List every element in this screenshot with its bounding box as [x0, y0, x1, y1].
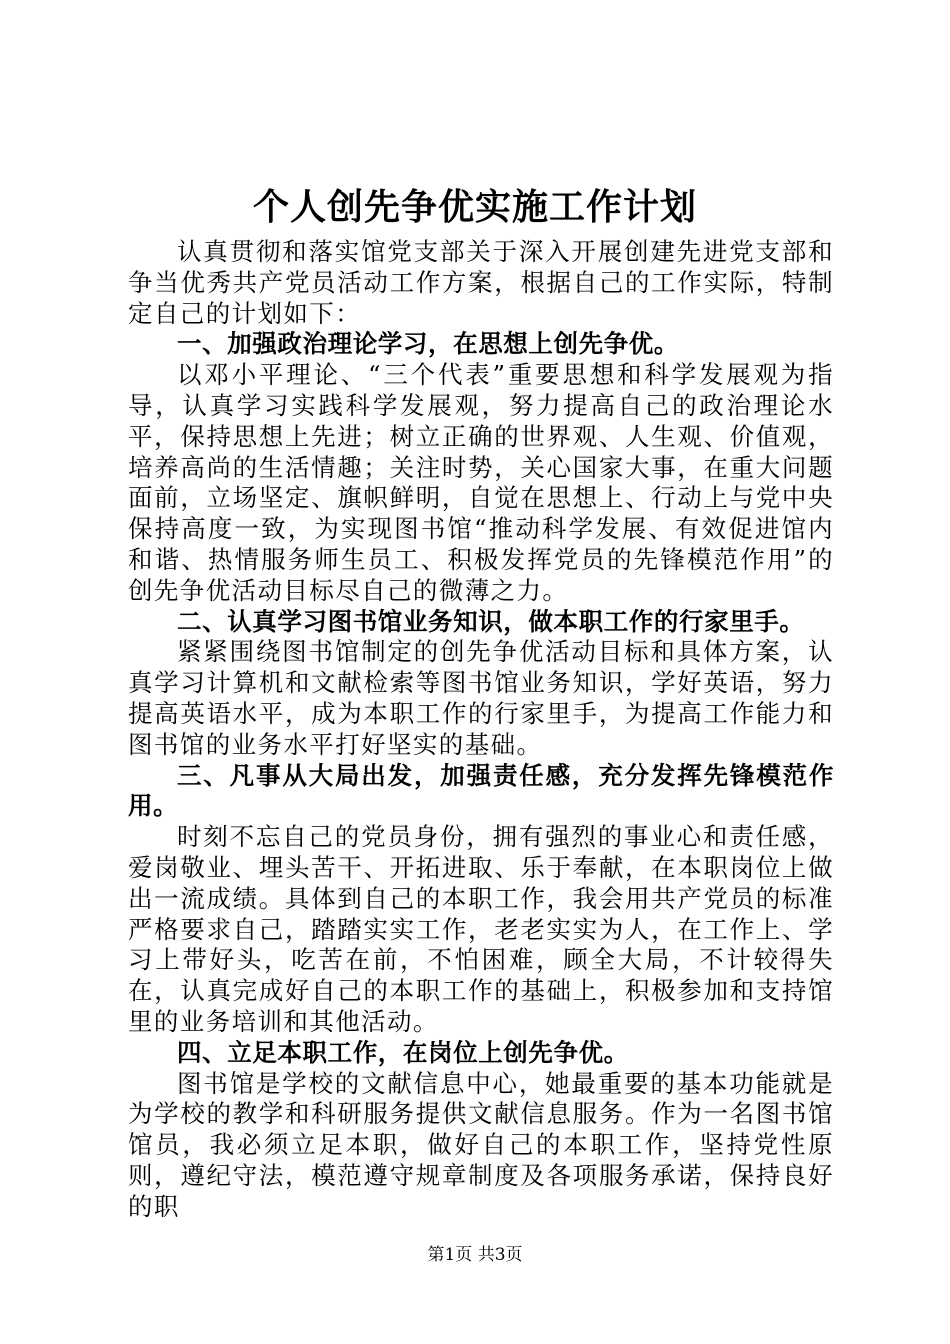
section-paragraph-3: 时刻不忘自己的党员身份，拥有强烈的事业心和责任感，爱岗敬业、埋头苦干、开拓进取、乐于奉献，在本职岗位上做出一流成绩。具体到自己的本职工作，我会用共产党员的标准严格要求自己，踏踏实实工作，老老实实为人，在工作上、学习上带好头，吃苦在前，不怕困难，顾全大局，不计较得失在，认真完成好自己的本职工作的基础上，积极参加和支持馆里的业务培训和其他活动。 — [128, 822, 834, 1036]
section-heading-1: 一、加强政治理论学习，在思想上创先争优。 — [177, 329, 679, 359]
page-number-footer: 第1页 共3页 — [427, 1245, 523, 1265]
section-paragraph-4: 图书馆是学校的文献信息中心，她最重要的基本功能就是为学校的教学和科研服务提供文献信息服务。作为一名图书馆馆员，我必须立足本职，做好自己的本职工作，坚持党性原则，遵纪守法，模范遵守规章制度及各项服务承诺，保持良好的职 — [128, 1068, 834, 1221]
section-heading-3: 三、凡事从大局出发，加强责任感，充分发挥先锋模范作用。 — [128, 760, 834, 821]
section-paragraph-2: 紧紧围绕图书馆制定的创先争优活动目标和具体方案，认真学习计算机和文献检索等图书馆业务知识，学好英语，努力提高英语水平，成为本职工作的行家里手，为提高工作能力和图书馆的业务水平打好坚实的基础。 — [128, 637, 834, 759]
section-heading-2: 二、认真学习图书馆业务知识，做本职工作的行家里手。 — [177, 606, 805, 636]
section-paragraph-1: 以邓小平理论、“三个代表”重要思想和科学发展观为指导，认真学习实践科学发展观，努力提高自己的政治理论水平，保持思想上先进；树立正确的世界观、人生观、价值观，培养高尚的生活情趣；关注时势，关心国家大事，在重大问题面前，立场坚定、旗帜鲜明，自觉在思想上、行动上与党中央保持高度一致，为实现图书馆“推动科学发展、有效促进馆内和谐、热情服务师生员工、积极发挥党员的先锋模范作用”的创先争优活动目标尽自己的微薄之力。 — [128, 360, 834, 605]
document-title: 个人创先争优实施工作计划 — [252, 187, 697, 228]
intro-paragraph: 认真贯彻和落实馆党支部关于深入开展创建先进党支部和争当优秀共产党员活动工作方案，根据自己的工作实际，特制定自己的计划如下： — [128, 237, 834, 328]
document-body — [128, 237, 834, 1223]
section-heading-4: 四、立足本职工作，在岗位上创先争优。 — [177, 1037, 629, 1067]
